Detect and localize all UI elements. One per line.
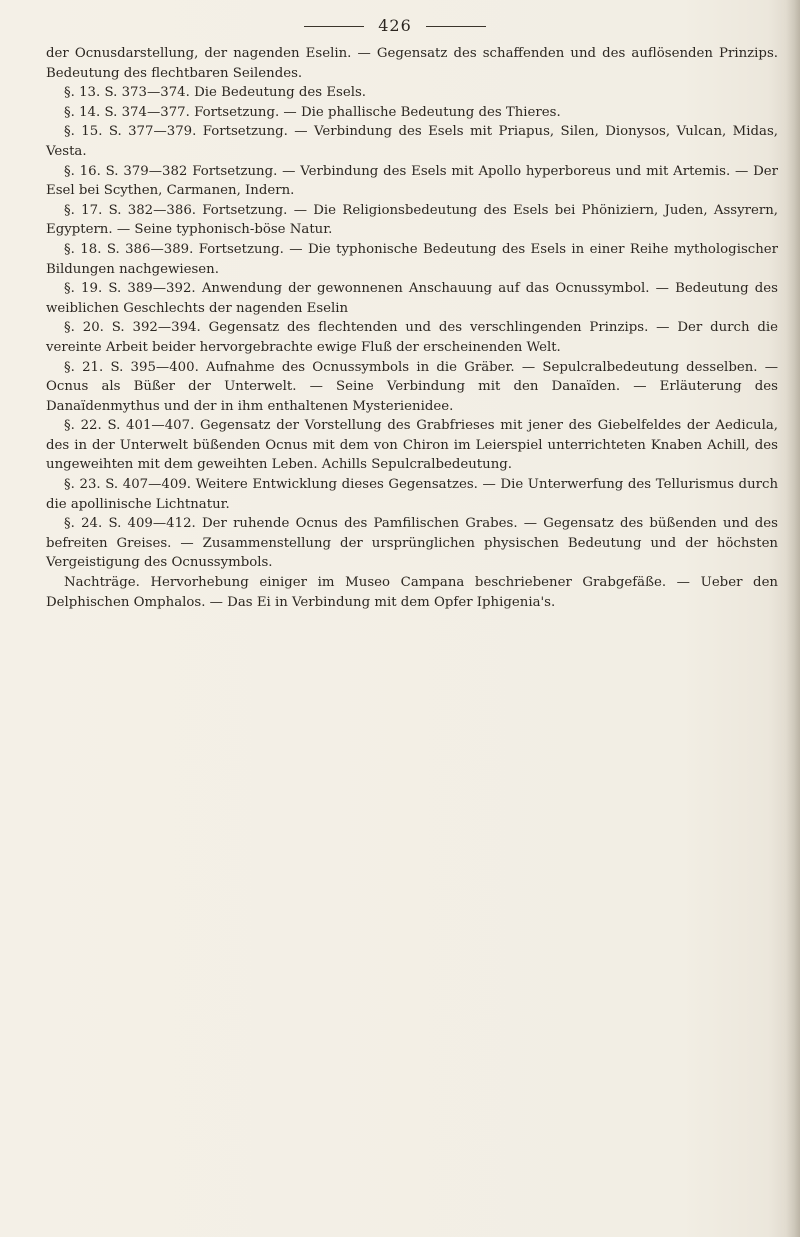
section-number: §. 23. (64, 477, 101, 493)
toc-paragraph (46, 201, 778, 240)
toc-paragraph (46, 162, 778, 201)
section-number: §. 13. (64, 85, 101, 101)
section-text: S. 382—386. Fortsetzung. — Die Religionsbedeutung des Esels bei Phöniziern, Juden, Assyrern, Egyptern. — Seine typhonisch-böse Natur. (46, 202, 778, 238)
header-rule-left (304, 26, 364, 27)
section-number: §. 22. (64, 418, 102, 434)
toc-paragraph (46, 83, 778, 103)
header-rule-right (426, 26, 486, 27)
section-text: S. 392—394. Gegensatz des flechtenden und des verschlingenden Prinzips. — Der durch die vereinte Arbeit beider hervorgebrachte ewige Fluß der erscheinenden Welt. (46, 320, 779, 355)
toc-paragraph-nachtraege (46, 573, 778, 612)
section-text: S. 377—379. Fortsetzung. — Verbindung des Esels mit Priapus, Silen, Dionysos, Vulcan, Midas, Vesta. (46, 124, 778, 159)
page-edge-shadow (786, 0, 800, 1237)
page-number: 426 (378, 16, 412, 35)
section-number: §. 24. (64, 516, 103, 532)
section-number: §. 20. (64, 320, 104, 336)
toc-paragraph (46, 318, 778, 357)
section-text: der Ocnusdarstellung, der nagenden Eselin. — Gegensatz des schaffenden und des auflösenden Prinzips. Bedeutung des flechtbaren Seilendes. (46, 46, 778, 81)
table-of-contents-text (46, 44, 778, 612)
toc-paragraph (46, 514, 778, 573)
section-text: S. 389—392. Anwendung der gewonnenen Anschauung auf das Ocnussymbol. — Bedeutung des weiblichen Geschlechts der nagenden Eselin (46, 281, 779, 316)
toc-paragraph (46, 44, 778, 83)
toc-paragraph (46, 416, 778, 475)
section-number: §. 19. (64, 281, 103, 297)
section-text: Hervorhebung einiger im Museo Campana beschriebener Grabgefäße. — Ueber den Delphischen Omphalos. — Das Ei in Verbindung mit dem Opfer Iphigenia's. (46, 575, 778, 610)
section-number: §. 17. (64, 202, 103, 218)
section-text: S. 395—400. Aufnahme des Ocnussymbols in die Gräber. — Sepulcralbedeutung desselben. — Ocnus als Büßer der Unterwelt. — Seine Verbindung mit den Danaïden. — Erläuterung des Danaïdenmythus und der in ihm enthaltenen Mysterienidee. (46, 359, 778, 414)
toc-paragraph (46, 279, 778, 318)
section-text: S. 409—412. Der ruhende Ocnus des Pamfilischen Grabes. — Gegensatz des büßenden und des befreiten Greises. — Zusammenstellung der ursprünglichen physischen Bedeutung und der höchsten Vergeistigung des Ocnussymbols. (46, 516, 778, 571)
section-number: §. 18. (64, 241, 102, 257)
page-header (0, 16, 790, 35)
toc-paragraph (46, 240, 778, 279)
nachtraege-heading: Nachträge. (64, 575, 140, 591)
toc-paragraph (46, 103, 778, 123)
section-text: S. 407—409. Weitere Entwicklung dieses Gegensatzes. — Die Unterwerfung des Tellurismus durch die apollinische Lichtnatur. (46, 477, 779, 512)
toc-paragraph (46, 358, 778, 417)
section-number: §. 14. (64, 104, 101, 120)
section-text: S. 379—382 Fortsetzung. — Verbindung des Esels mit Apollo hyperboreus und mit Artemis. — Der Esel bei Scythen, Carmanen, Indern. (46, 163, 779, 199)
section-text: S. 374—377. Fortsetzung. — Die phallische Bedeutung des Thieres. (104, 104, 561, 120)
section-text: S. 401—407. Gegensatz der Vorstellung des Grabfrieses mit jener des Giebelfeldes der Aedicula, des in der Unterwelt büßenden Ocnus mit dem von Chiron im Leierspiel unterrichteten Knaben Achill, des ungeweihten mit dem geweihten Leben. Achills Sepulcralbedeutung. (46, 418, 779, 473)
section-number: §. 15. (64, 124, 103, 140)
section-text: S. 386—389. Fortsetzung. — Die typhonische Bedeutung des Esels in einer Reihe mythologischer Bildungen nachgewiesen. (46, 241, 779, 277)
section-number: §. 21. (64, 359, 104, 375)
toc-paragraph (46, 475, 778, 514)
section-number: §. 16. (64, 163, 101, 179)
toc-paragraph (46, 122, 778, 161)
section-text: S. 373—374. Die Bedeutung des Esels. (104, 85, 367, 101)
